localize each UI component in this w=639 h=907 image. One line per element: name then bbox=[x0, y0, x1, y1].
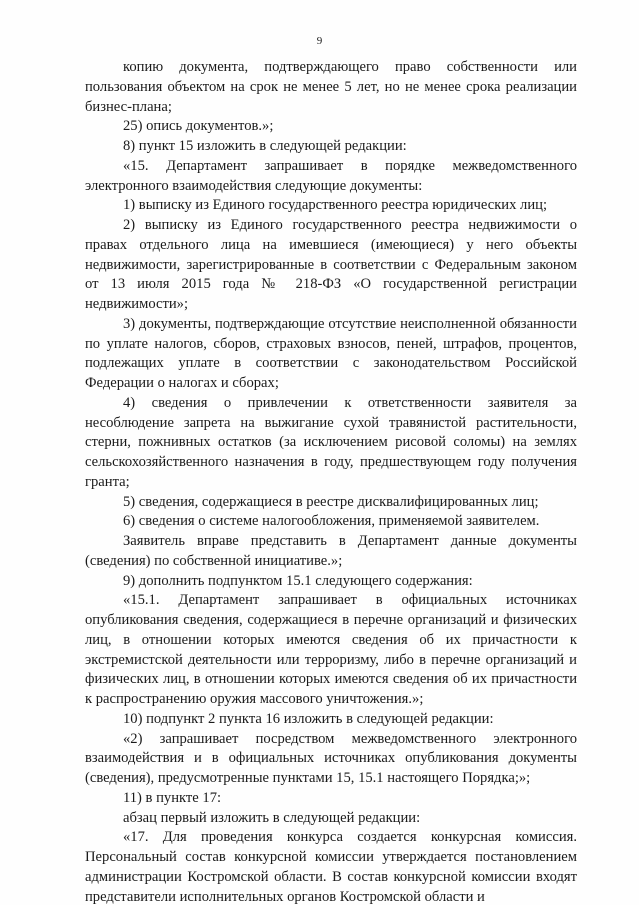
paragraph: 9) дополнить подпунктом 15.1 следующего содержания: bbox=[123, 572, 473, 589]
paragraph: Заявитель вправе представить в Департамент данные документы (сведения) по собственной инициативе.»; bbox=[85, 533, 577, 569]
document-body bbox=[85, 58, 577, 907]
paragraph: 6) сведения о системе налогообложения, применяемой заявителем. bbox=[123, 513, 540, 530]
paragraph: «2) запрашивает посредством межведомственного электронного взаимодействия и в официальных источниках опубликования документы (сведения), предусмотренные пунктами 15, 15.1 настоящего Порядка;»; bbox=[85, 730, 577, 786]
paragraph: 4) сведения о привлечении к ответственности заявителя за несоблюдение запрета на выжигание сухой травянистой растительности, стерни, пожнивных остатков (за исключением рисовой соломы) на землях сельскохозяйственного назначения в году, предшествующем году получения гранта; bbox=[85, 394, 577, 490]
paragraph: копию документа, подтверждающего право собственности или пользования объектом на срок не менее 5 лет, но не менее срока реализации бизнес-плана; bbox=[85, 59, 577, 115]
paragraph: 3) документы, подтверждающие отсутствие неисполненной обязанности по уплате налогов, сборов, страховых взносов, пеней, штрафов, процентов, подлежащих уплате в соответствии с законодательством Российской Федерации о налогах и сборах; bbox=[85, 315, 577, 391]
paragraph: 8) пункт 15 изложить в следующей редакции: bbox=[123, 138, 407, 154]
paragraph: «17. Для проведения конкурса создается конкурсная комиссия. Персональный состав конкурсной комиссии утверждается постановлением администрации Костромской области. В состав конкурсной комиссии входят представители исполнительных органов Костромской области и bbox=[85, 829, 577, 905]
paragraph: 10) подпункт 2 пункта 16 изложить в следующей редакции: bbox=[123, 710, 494, 727]
paragraph: 25) опись документов.»; bbox=[123, 118, 274, 135]
paragraph: 1) выписку из Единого государственного реестра юридических лиц; bbox=[123, 197, 548, 214]
paragraph: «15. Департамент запрашивает в порядке межведомственного электронного взаимодействия следующие документы: bbox=[85, 157, 577, 194]
paragraph: абзац первый изложить в следующей редакции: bbox=[123, 809, 421, 826]
page-number: 9 bbox=[316, 35, 323, 47]
paragraph: 2) выписку из Единого государственного реестра недвижимости о правах отдельного лица на имевшиеся (имеющиеся) у него объекты недвижимости, зарегистрированные в соответствии с Федеральным законом от 13 июля 2015 года № 218-ФЗ «О государственной регистрации недвижимости»; bbox=[85, 217, 577, 312]
paragraph: 11) в пункте 17: bbox=[123, 789, 222, 806]
paragraph: 5) сведения, содержащиеся в реестре дисквалифицированных лиц; bbox=[123, 493, 539, 510]
paragraph: «15.1. Департамент запрашивает в официальных источниках опубликования сведения, содержащиеся в перечне организаций и физических лиц, в отношении которых имеются сведения об их причастности к экстремистской деятельности или терроризму, либо в перечне организаций и физических лиц, в отношении которых имеются сведения об их причастности к распространению оружия массового уничтожения.»; bbox=[85, 592, 577, 707]
